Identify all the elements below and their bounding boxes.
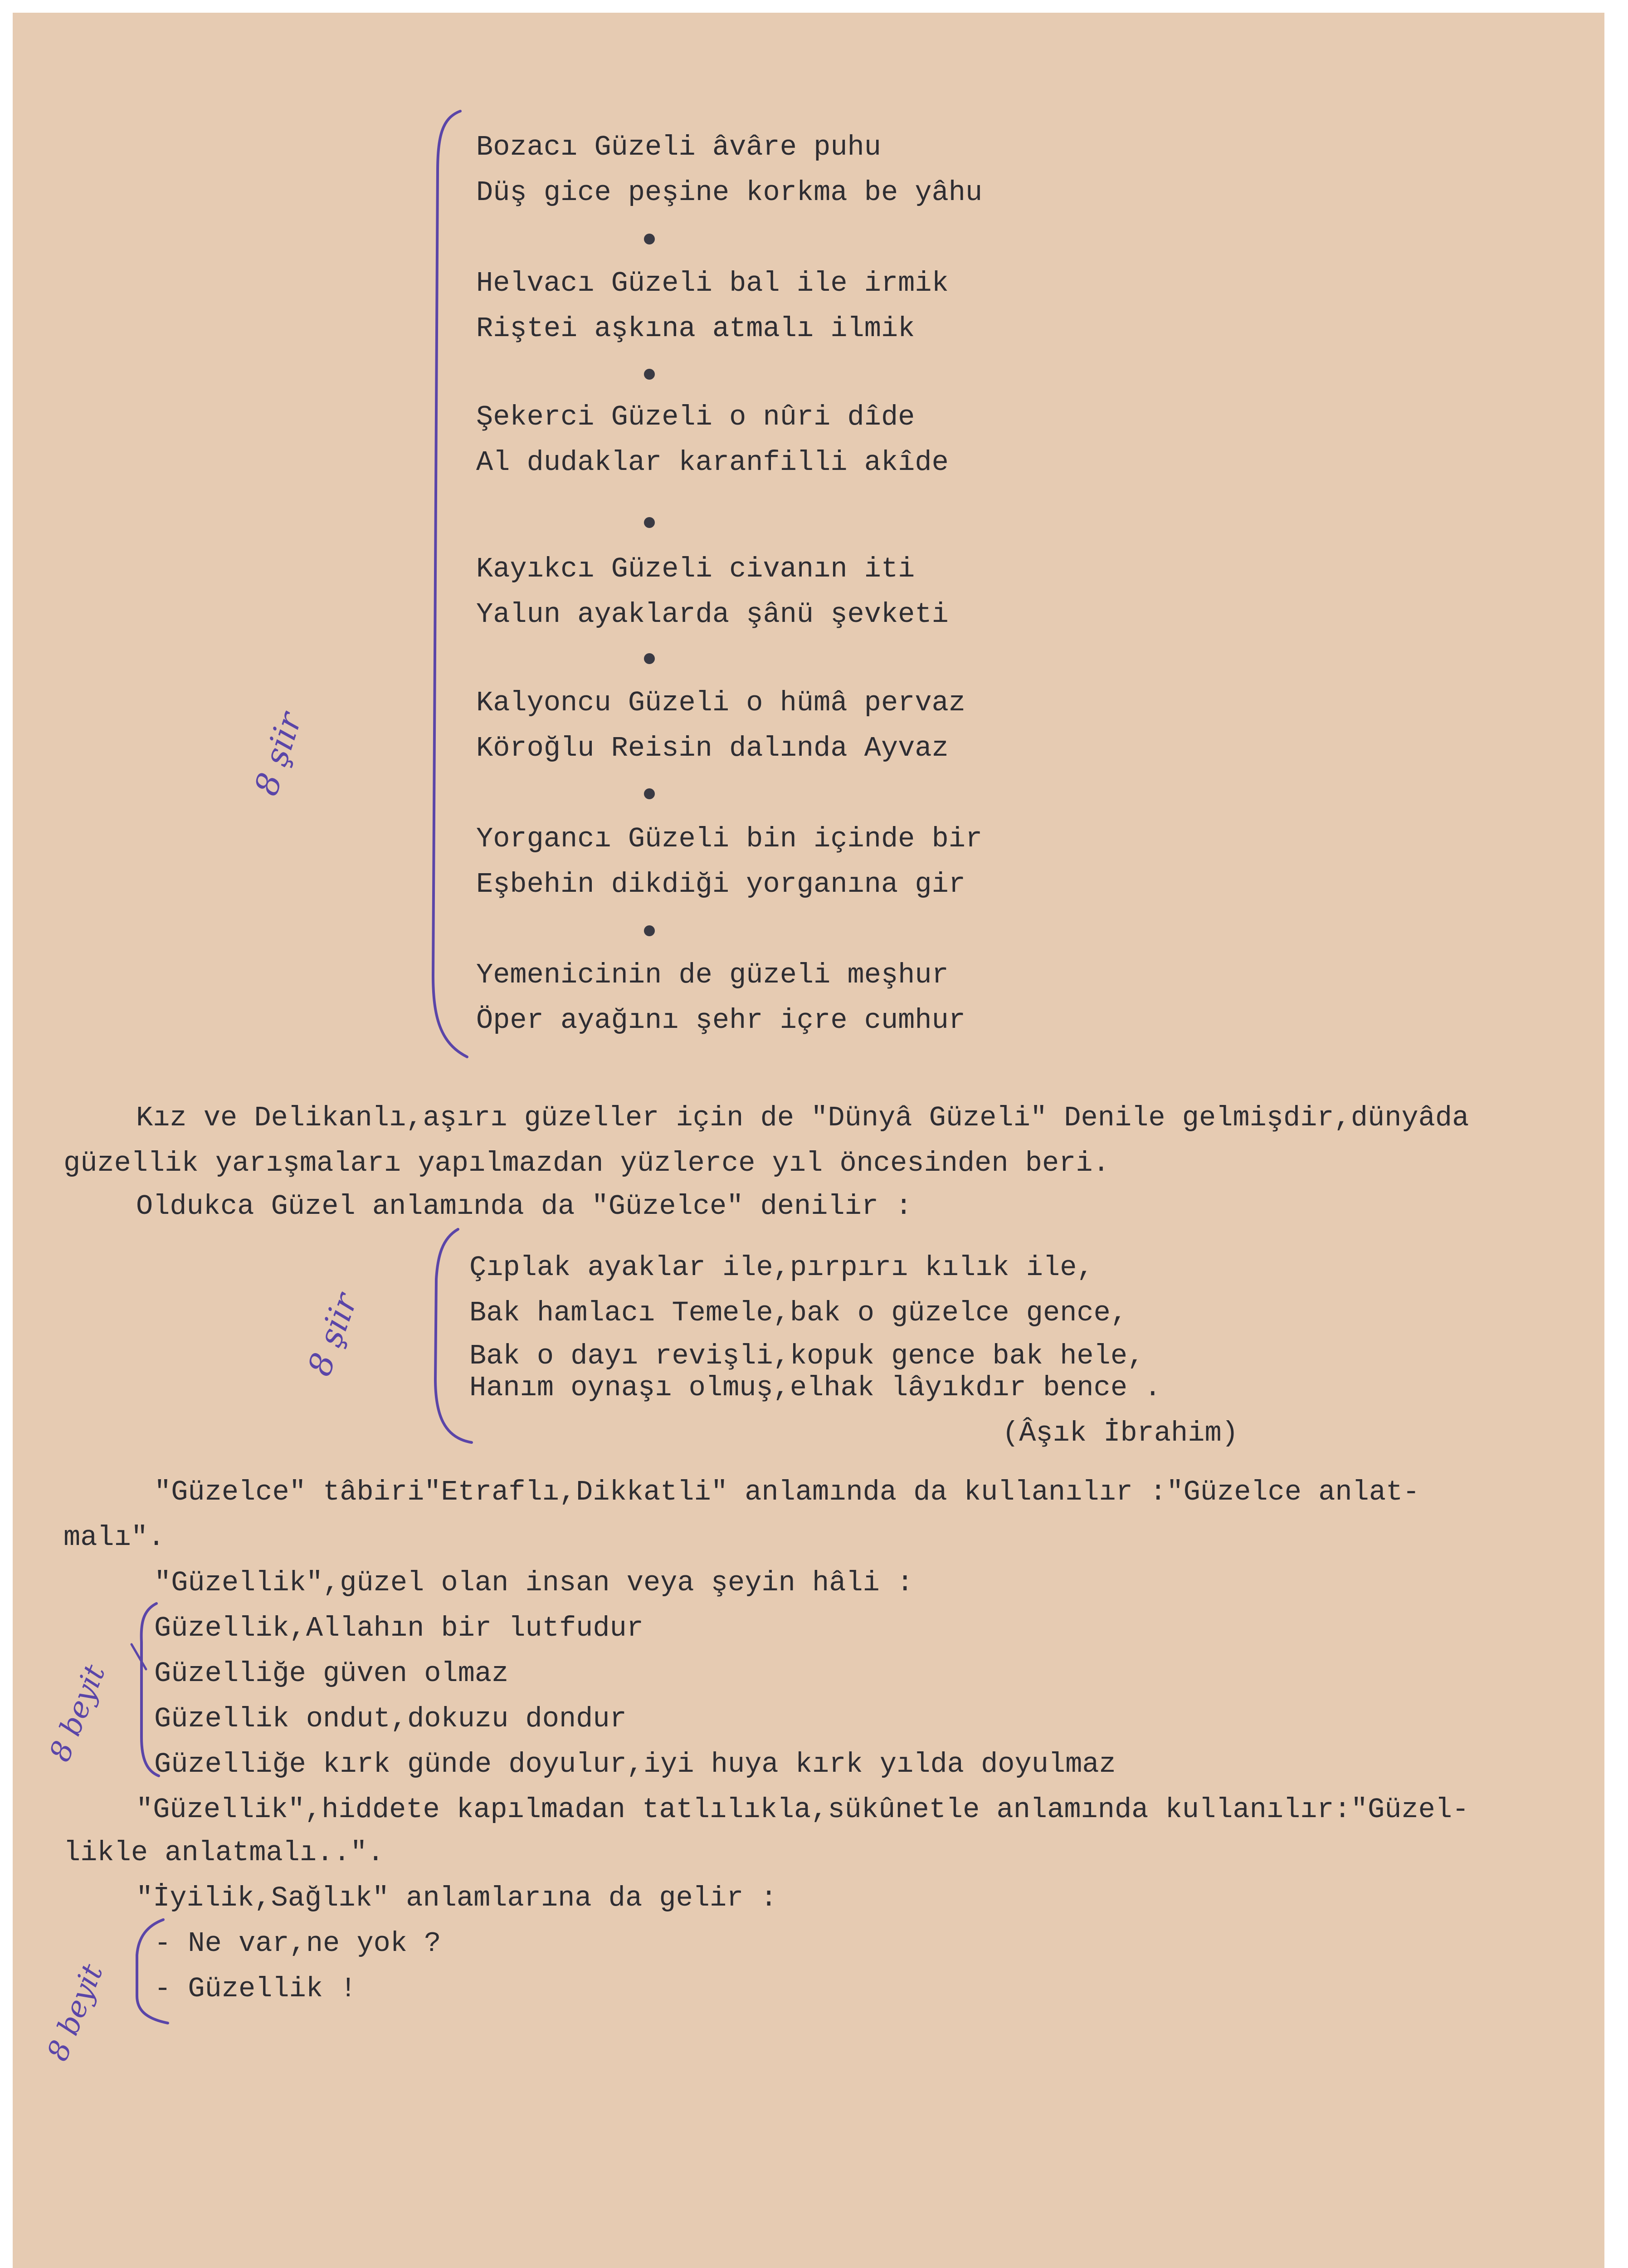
saying-line: Güzelliğe kırk günde doyulur,iyi huya kırk yılda doyulmaz bbox=[154, 1748, 1116, 1780]
poem-line: Bak o dayı revişli,kopuk gence bak hele, bbox=[469, 1340, 1145, 1372]
poem-line: Yemenicinin de güzeli meşhur bbox=[476, 959, 949, 991]
poem-line: Şekerci Güzeli o nûri dîde bbox=[476, 401, 915, 433]
poem-line: Öper ayağını şehr içre cumhur bbox=[476, 1004, 965, 1036]
paragraph-line: Kız ve Delikanlı,aşırı güzeller için de "Dünyâ Güzeli" Denile gelmişdir,dünyâda bbox=[136, 1102, 1469, 1134]
poem-line: Düş gice peşine korkma be yâhu bbox=[476, 176, 983, 209]
stanza-separator-dot bbox=[644, 234, 655, 244]
poem-line: Köroğlu Reisin dalında Ayvaz bbox=[476, 732, 949, 764]
poem-line: Helvacı Güzeli bal ile irmik bbox=[476, 267, 949, 299]
paragraph-line: malı". bbox=[63, 1521, 165, 1554]
stanza-separator-dot bbox=[644, 788, 655, 799]
paragraph-line: güzellik yarışmaları yapılmazdan yüzlerce yıl öncesinden beri. bbox=[63, 1147, 1110, 1179]
margin-note-4: 8 beyit bbox=[41, 1960, 110, 2066]
poem-line: Bozacı Güzeli âvâre puhu bbox=[476, 131, 881, 163]
poem-line: Kalyoncu Güzeli o hümâ pervaz bbox=[476, 687, 965, 719]
stanza-separator-dot bbox=[644, 653, 655, 664]
paragraph-line: "Güzellik",hiddete kapılmadan tatlılıkla,sükûnetle anlamında kullanılır:"Güzel- bbox=[136, 1794, 1469, 1826]
stanza-separator-dot bbox=[644, 925, 655, 936]
dialogue-line: - Güzellik ! bbox=[154, 1973, 357, 2005]
poem-line: Yalun ayaklarda şânü şevketi bbox=[476, 598, 949, 631]
poem-attribution: (Âşık İbrahim) bbox=[1002, 1417, 1238, 1449]
dialogue-line: - Ne var,ne yok ? bbox=[154, 1927, 441, 1960]
saying-line: Güzellik,Allahın bir lutfudur bbox=[154, 1612, 643, 1644]
poem-line: Riştei aşkına atmalı ilmik bbox=[476, 313, 915, 345]
poem-line: Yorgancı Güzeli bin içinde bir bbox=[476, 823, 983, 855]
paragraph-line: "Güzelce" tâbiri"Etraflı,Dikkatli" anlamında da kullanılır :"Güzelce anlat- bbox=[154, 1476, 1420, 1508]
margin-note-1: 8 şiir bbox=[247, 708, 309, 800]
stanza-separator-dot bbox=[644, 517, 655, 528]
paragraph-line: likle anlatmalı..". bbox=[63, 1837, 384, 1869]
poem-line: Çıplak ayaklar ile,pırpırı kılık ile, bbox=[469, 1251, 1094, 1284]
paragraph-line: "İyilik,Sağlık" anlamlarına da gelir : bbox=[136, 1882, 777, 1914]
saying-line: Güzellik ondut,dokuzu dondur bbox=[154, 1703, 627, 1735]
poem-line: Bak hamlacı Temele,bak o güzelce gence, bbox=[469, 1297, 1128, 1329]
paragraph-line: "Güzellik",güzel olan insan veya şeyin hâli : bbox=[154, 1567, 914, 1599]
saying-line: Güzelliğe güven olmaz bbox=[154, 1657, 509, 1690]
poem-line: Eşbehin dikdiği yorganına gir bbox=[476, 868, 965, 900]
paragraph-line: Oldukca Güzel anlamında da "Güzelce" denilir : bbox=[136, 1190, 912, 1222]
poem-line: Al dudaklar karanfilli akîde bbox=[476, 446, 949, 479]
margin-note-2: 8 şiir bbox=[300, 1288, 365, 1381]
margin-note-3: 8 beyit bbox=[43, 1660, 112, 1766]
poem-line: Kayıkcı Güzeli civanın iti bbox=[476, 553, 915, 585]
stanza-separator-dot bbox=[644, 369, 655, 380]
poem-line: Hanım oynaşı olmuş,elhak lâyıkdır bence . bbox=[469, 1372, 1161, 1404]
